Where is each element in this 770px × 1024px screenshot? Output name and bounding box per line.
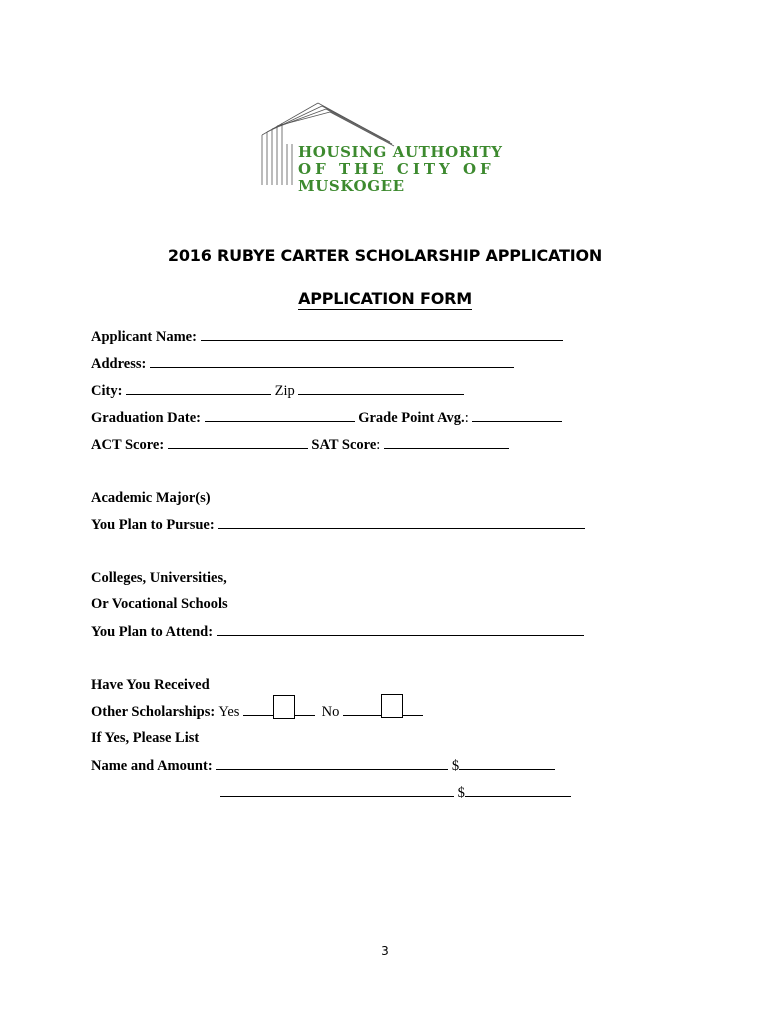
graduation-date-label: Graduation Date: — [91, 410, 201, 426]
act-score-label: ACT Score: — [91, 437, 165, 453]
scholarship-name-field-1[interactable] — [216, 756, 448, 770]
yes-label: Yes — [218, 704, 240, 720]
dollar-sign-2: $ — [457, 785, 465, 801]
address-label: Address: — [91, 356, 147, 372]
graduation-gpa-row — [91, 408, 562, 427]
name-amount-row-2 — [220, 783, 571, 802]
logo-line-2: OF THE CITY OF — [298, 160, 495, 178]
plan-to-pursue-row — [91, 515, 585, 534]
sat-colon: : — [376, 437, 381, 453]
gpa-colon: : — [464, 410, 469, 426]
other-scholarships-label: Other Scholarships: — [91, 704, 216, 720]
gpa-label: Grade Point Avg. — [358, 410, 465, 426]
name-and-amount-label: Name and Amount: — [91, 758, 213, 774]
logo-line-3: MUSKOGEE — [298, 177, 405, 195]
no-label: No — [321, 704, 340, 720]
logo-line-1: HOUSING AUTHORITY — [298, 143, 503, 161]
city-zip-row — [91, 381, 464, 400]
colleges-label-line1: Colleges, Universities, — [91, 570, 227, 586]
applicant-name-label: Applicant Name: — [91, 329, 197, 345]
dollar-sign-1: $ — [451, 758, 460, 774]
subtitle-text: APPLICATION FORM — [298, 289, 472, 308]
scholarship-amount-field-2[interactable] — [465, 783, 571, 797]
address-row — [91, 354, 514, 373]
yes-checkbox[interactable] — [273, 695, 295, 719]
city-field[interactable] — [126, 381, 271, 395]
page-number: 3 — [381, 944, 389, 958]
have-you-received-label: Have You Received — [91, 677, 210, 693]
plan-to-attend-row — [91, 622, 584, 641]
no-checkbox[interactable] — [381, 694, 403, 718]
zip-field[interactable] — [298, 381, 464, 395]
act-score-field[interactable] — [168, 435, 308, 449]
housing-authority-logo — [258, 100, 538, 200]
sat-score-field[interactable] — [384, 435, 509, 449]
act-sat-row — [91, 435, 509, 454]
address-field[interactable] — [150, 354, 514, 368]
plan-to-attend-label: You Plan to Attend: — [91, 624, 214, 640]
graduation-date-field[interactable] — [205, 408, 355, 422]
plan-to-pursue-label: You Plan to Pursue: — [91, 517, 215, 533]
plan-to-attend-field[interactable] — [217, 622, 584, 636]
if-yes-label: If Yes, Please List — [91, 730, 200, 746]
name-amount-row-1 — [91, 756, 555, 775]
academic-major-label: Academic Major(s) — [91, 490, 211, 506]
zip-label: Zip — [274, 383, 295, 399]
plan-to-pursue-field[interactable] — [218, 515, 585, 529]
logo-text — [298, 144, 503, 195]
city-label: City: — [91, 383, 123, 399]
page-subtitle — [0, 289, 770, 308]
other-scholarships-row — [91, 702, 423, 721]
applicant-name-row — [91, 327, 563, 346]
gpa-field[interactable] — [472, 408, 562, 422]
applicant-name-field[interactable] — [201, 327, 563, 341]
sat-score-label: SAT Score — [311, 437, 377, 453]
scholarship-amount-field-1[interactable] — [459, 756, 555, 770]
page-title: 2016 RUBYE CARTER SCHOLARSHIP APPLICATION — [167, 246, 603, 265]
scholarship-name-field-2[interactable] — [220, 783, 454, 797]
colleges-label-line2: Or Vocational Schools — [91, 596, 228, 612]
